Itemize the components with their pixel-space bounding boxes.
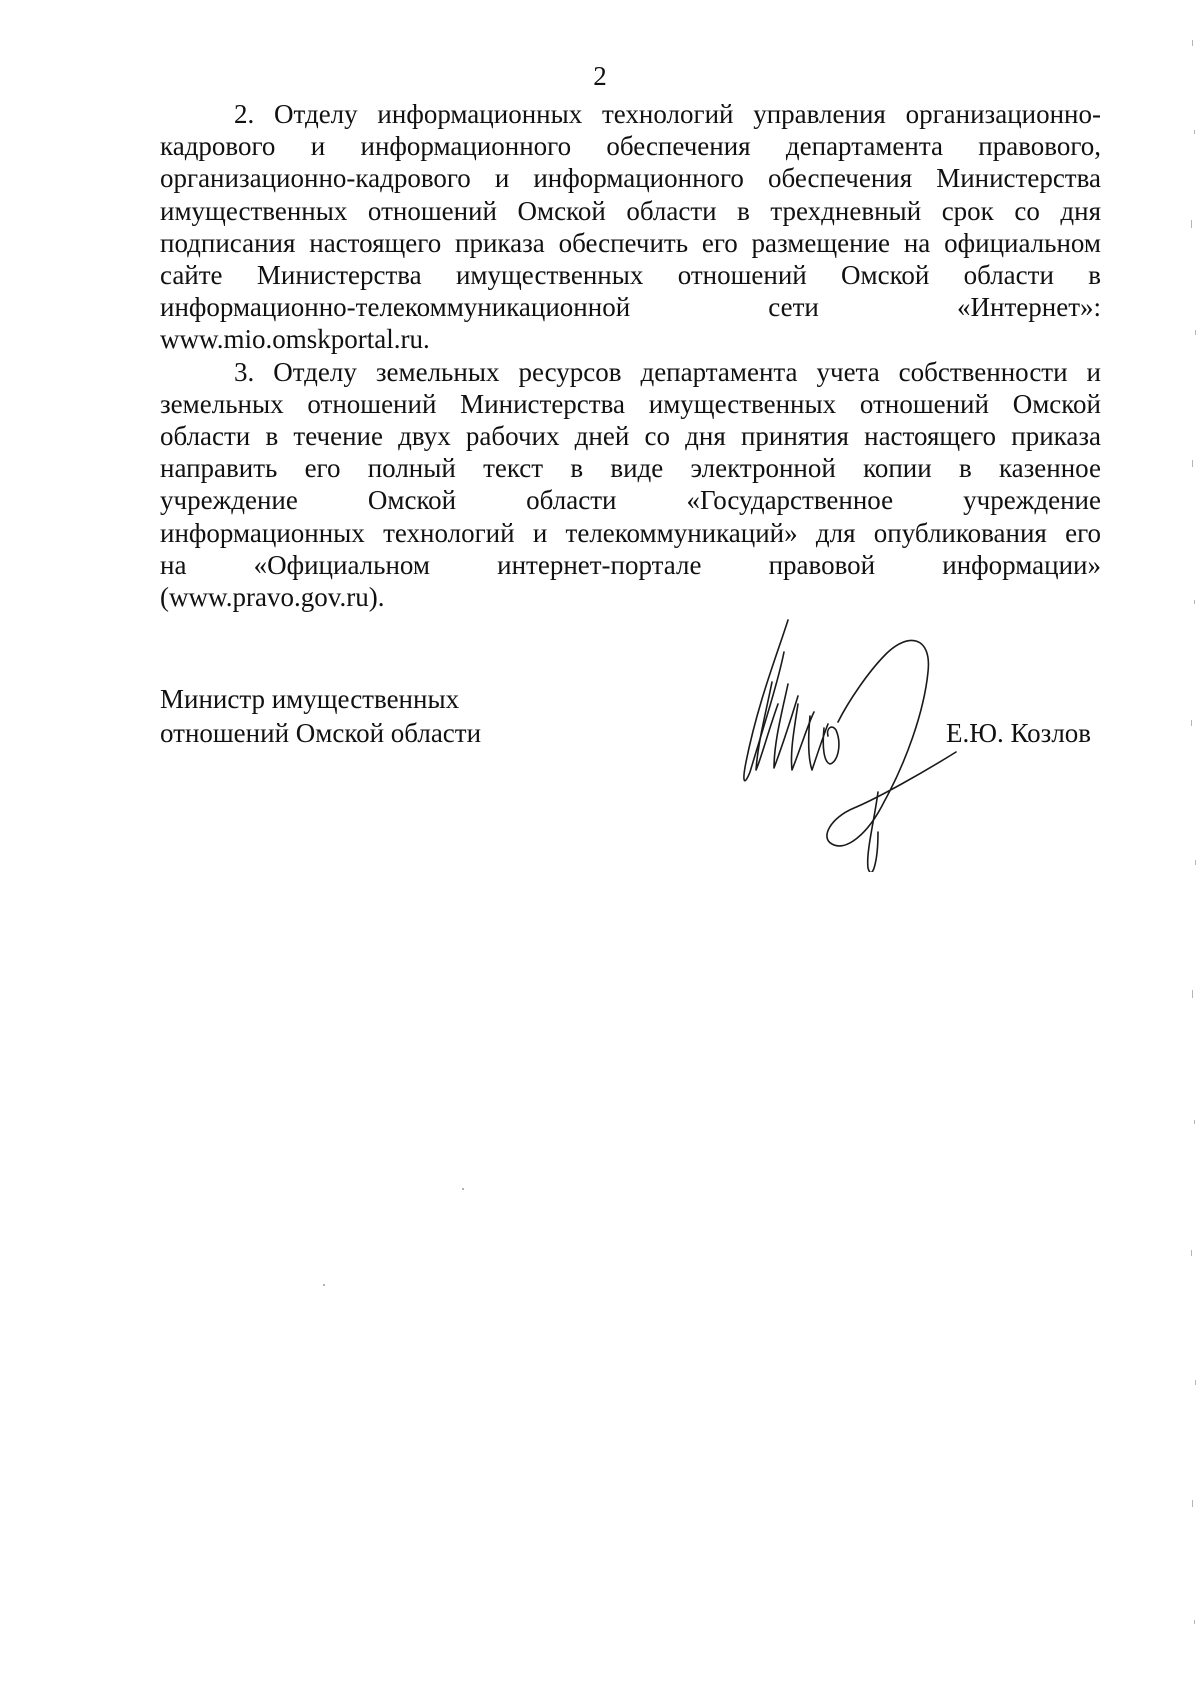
signatory-name: Е.Ю. Козлов	[946, 718, 1092, 748]
paragraph-line: на «Официальном интернет-портале правовой информации»	[160, 549, 1101, 580]
paragraph-2	[160, 98, 1101, 356]
scan-edge-noise	[1186, 0, 1200, 1686]
paragraph-line: информационно-телекоммуникационной сети «Интернет»:	[160, 292, 1101, 323]
paragraph-3	[160, 356, 1101, 614]
paragraph-line: организационно-кадрового и информационного обеспечения Министерства	[160, 163, 1101, 194]
paragraph-line: направить его полный текст в виде электронной копии в казенное	[160, 453, 1101, 484]
page-number: 2	[593, 61, 607, 91]
paragraph-line: земельных отношений Министерства имущественных отношений Омской	[160, 388, 1101, 419]
paragraph-line: 2. Отделу информационных технологий управления организационно-	[234, 99, 1101, 129]
signatory-title	[160, 682, 481, 750]
scan-speck	[462, 1188, 464, 1190]
paragraph-line: учреждение Омской области «Государственное учреждение	[160, 485, 1101, 516]
paragraph-line: области в течение двух рабочих дней со дня принятия настоящего приказа	[160, 421, 1101, 452]
paragraph-line: подписания настоящего приказа обеспечить его размещение на официальном	[160, 227, 1101, 258]
signatory-title-line: Министр имущественных	[160, 684, 460, 714]
paragraph-line: кадрового и информационного обеспечения департамента правового,	[160, 131, 1101, 162]
document-body	[160, 98, 1101, 613]
paragraph-line: www.mio.omskportal.ru.	[160, 324, 430, 355]
handwritten-signature	[728, 612, 958, 872]
paragraph-line: информационных технологий и телекоммуникаций» для опубликования его	[160, 517, 1101, 548]
signatory-title-line: отношений Омской области	[160, 718, 482, 748]
scan-speck	[323, 1284, 325, 1286]
paragraph-line: (www.pravo.gov.ru).	[160, 582, 385, 613]
paragraph-line: сайте Министерства имущественных отношений Омской области в	[160, 260, 1101, 291]
paragraph-line: имущественных отношений Омской области в трехдневный срок со дня	[160, 195, 1101, 226]
paragraph-line: 3. Отделу земельных ресурсов департамента учета собственности и	[234, 356, 1101, 387]
